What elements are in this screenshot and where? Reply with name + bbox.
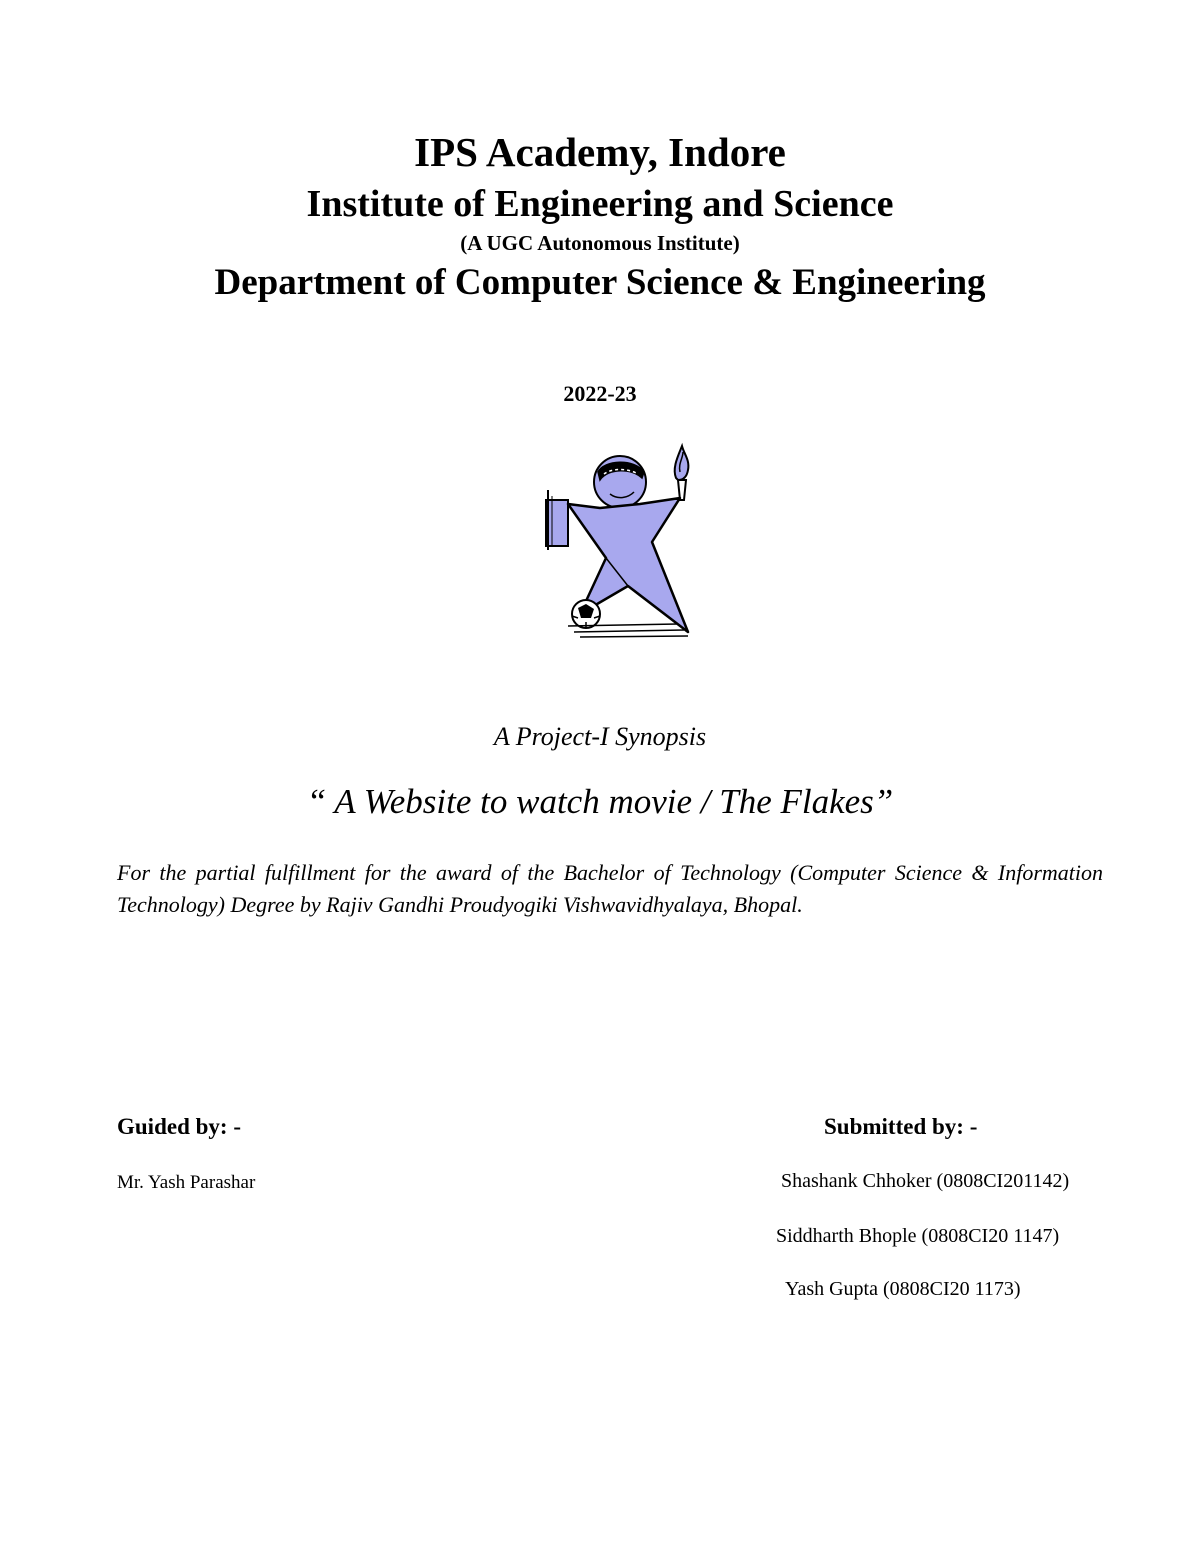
institute-name: Institute of Engineering and Science	[306, 183, 894, 225]
institute-status: (A UGC Autonomous Institute)	[460, 231, 740, 255]
submitted-by-heading: Submitted by: -	[824, 1114, 978, 1139]
department-name: Department of Computer Science & Engineering	[214, 262, 986, 303]
student-entry: Siddharth Bhople (0808CI20 1147)	[776, 1225, 1060, 1247]
purpose-statement: For the partial fulfillment for the award of the Bachelor of Technology (Computer Science & Information Technology) Degree by Rajiv Gandhi Proudyogiki Vishwavidhyalaya, Bhopal.	[117, 860, 1103, 917]
guided-by-heading: Guided by: -	[117, 1114, 241, 1139]
ips-academy-logo-icon	[528, 438, 708, 640]
guide-name: Mr. Yash Parashar	[117, 1172, 256, 1193]
institution-name: IPS Academy, Indore	[414, 129, 786, 175]
student-entry: Yash Gupta (0808CI20 1173)	[785, 1278, 1021, 1300]
project-title: “ A Website to watch movie / The Flakes”	[306, 782, 894, 821]
student-entry: Shashank Chhoker (0808CI201142)	[781, 1170, 1070, 1192]
document-type: A Project-I Synopsis	[493, 722, 707, 751]
academic-session: 2022-23	[563, 381, 637, 406]
